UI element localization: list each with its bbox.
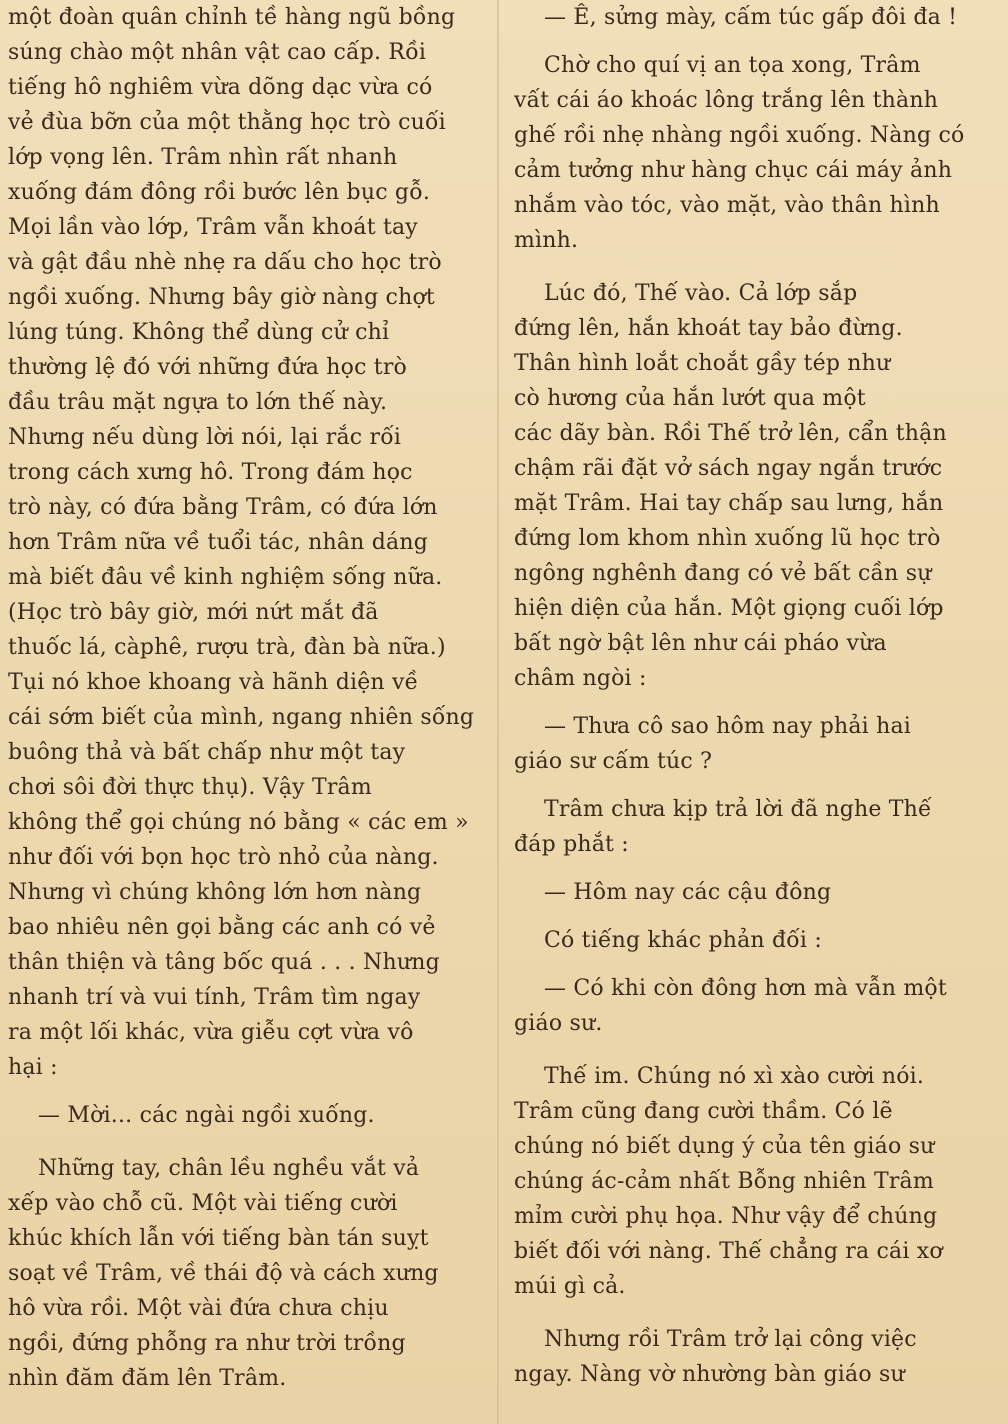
text-line: mặt Trâm. Hai tay chấp sau lưng, hắn bbox=[514, 491, 944, 516]
text-line: xếp vào chỗ cũ. Một vài tiếng cười bbox=[8, 1191, 398, 1216]
text-line: mình. bbox=[514, 228, 579, 253]
paragraph-gap bbox=[514, 862, 994, 875]
column-divider bbox=[497, 0, 499, 1424]
text-line: nhắm vào tóc, vào mặt, vào thân hình bbox=[514, 193, 940, 218]
text-line: — Ê, sửng mày, cấm túc gấp đôi đa ! bbox=[544, 5, 958, 30]
text-line: Lúc đó, Thế vào. Cả lớp sắp bbox=[544, 281, 858, 306]
left-text-column bbox=[8, 0, 486, 1396]
paragraph-gap bbox=[514, 779, 994, 792]
text-line: thân thiện và tâng bốc quá . . . Nhưng bbox=[8, 950, 440, 975]
paragraph-gap bbox=[514, 35, 994, 48]
paragraph-gap bbox=[514, 1304, 994, 1322]
text-line: soạt về Trâm, về thái độ và cách xưng bbox=[8, 1261, 439, 1286]
text-line: hại : bbox=[8, 1055, 58, 1080]
text-line: châm ngòi : bbox=[514, 666, 647, 691]
text-line: — Mời... các ngài ngồi xuống. bbox=[38, 1103, 375, 1128]
text-line: thường lệ đó với những đứa học trò bbox=[8, 355, 407, 380]
text-line: cò hương của hắn lướt qua một bbox=[514, 386, 866, 411]
text-line: bất ngờ bật lên như cái pháo vừa bbox=[514, 631, 887, 656]
text-line: Nhưng vì chúng không lớn hơn nàng bbox=[8, 880, 422, 905]
paragraph-gap bbox=[514, 258, 994, 276]
text-line: một đoàn quân chỉnh tề hàng ngũ bồng bbox=[8, 5, 456, 30]
text-line: hơn Trâm nữa về tuổi tác, nhân dáng bbox=[8, 530, 428, 555]
text-line: chúng ác-cảm nhất Bỗng nhiên Trâm bbox=[514, 1169, 934, 1194]
text-line: hô vừa rồi. Một vài đứa chưa chịu bbox=[8, 1296, 389, 1321]
text-line: các dãy bàn. Rồi Thế trở lên, cẩn thận bbox=[514, 421, 947, 446]
text-line: Trâm cũng đang cười thầm. Có lẽ bbox=[514, 1099, 893, 1124]
text-line: nhìn đăm đăm lên Trâm. bbox=[8, 1366, 287, 1391]
right-text-column bbox=[514, 0, 994, 1392]
text-line: ngồi, đứng phỗng ra như trời trồng bbox=[8, 1331, 406, 1356]
text-line: — Hôm nay các cậu đông bbox=[544, 880, 832, 905]
text-line: — Có khi còn đông hơn mà vẫn một bbox=[544, 976, 947, 1001]
text-line: Thân hình loắt choắt gầy tép như bbox=[514, 351, 891, 376]
text-line: biết đối với nàng. Thế chẳng ra cái xơ bbox=[514, 1239, 943, 1264]
text-line: Mọi lần vào lớp, Trâm vẫn khoát tay bbox=[8, 215, 418, 240]
text-line: ra một lối khác, vừa giễu cợt vừa vô bbox=[8, 1020, 414, 1045]
text-line: trong cách xưng hô. Trong đám học bbox=[8, 460, 413, 485]
text-line: mà biết đâu về kinh nghiệm sống nữa. bbox=[8, 565, 443, 590]
text-line: nhanh trí và vui tính, Trâm tìm ngay bbox=[8, 985, 421, 1010]
text-line: — Thưa cô sao hôm nay phải hai bbox=[544, 714, 912, 739]
text-line: lúng túng. Không thể dùng cử chỉ bbox=[8, 320, 390, 345]
text-line: ngồi xuống. Nhưng bây giờ nàng chợt bbox=[8, 285, 435, 310]
text-line: đáp phắt : bbox=[514, 832, 629, 857]
text-line: Có tiếng khác phản đối : bbox=[544, 928, 822, 953]
text-line: cảm tưởng như hàng chục cái máy ảnh bbox=[514, 158, 953, 183]
paragraph-gap bbox=[514, 958, 994, 971]
text-line: súng chào một nhân vật cao cấp. Rồi bbox=[8, 40, 427, 65]
text-line: vẻ đùa bỡn của một thằng học trò cuối bbox=[8, 110, 446, 135]
text-line: chúng nó biết dụng ý của tên giáo sư bbox=[514, 1134, 935, 1159]
paragraph-gap bbox=[514, 696, 994, 709]
text-line: đứng lên, hắn khoát tay bảo đừng. bbox=[514, 316, 903, 341]
text-line: thuốc lá, càphê, rượu trà, đàn bà nữa.) bbox=[8, 635, 446, 660]
text-line: ngông nghênh đang có vẻ bất cần sự bbox=[514, 561, 932, 586]
text-line: ngay. Nàng vờ nhường bàn giáo sư bbox=[514, 1362, 905, 1387]
text-line: và gật đầu nhè nhẹ ra dấu cho học trò bbox=[8, 250, 442, 275]
text-line: không thể gọi chúng nó bằng « các em » bbox=[8, 810, 469, 835]
text-line: Thế im. Chúng nó xì xào cười nói. bbox=[544, 1064, 925, 1089]
text-line: Trâm chưa kịp trả lời đã nghe Thế bbox=[544, 797, 932, 822]
text-line: buông thả và bất chấp như một tay bbox=[8, 740, 406, 765]
paragraph-gap bbox=[8, 1133, 486, 1151]
text-line: Tụi nó khoe khoang và hãnh diện về bbox=[8, 670, 419, 695]
paragraph-gap bbox=[514, 1041, 994, 1059]
text-line: cái sớm biết của mình, ngang nhiên sống bbox=[8, 705, 475, 730]
text-line: ghế rồi nhẹ nhàng ngồi xuống. Nàng có bbox=[514, 123, 965, 148]
text-line: bao nhiêu nên gọi bằng các anh có vẻ bbox=[8, 915, 436, 940]
text-line: đứng lom khom nhìn xuống lũ học trò bbox=[514, 526, 941, 551]
text-line: mỉm cười phụ họa. Như vậy để chúng bbox=[514, 1204, 938, 1229]
text-line: vất cái áo khoác lông trắng lên thành bbox=[514, 88, 939, 113]
text-line: khúc khích lẫn với tiếng bàn tán suỵt bbox=[8, 1226, 429, 1251]
text-line: Những tay, chân lều nghều vắt vả bbox=[38, 1156, 420, 1181]
paragraph-gap bbox=[514, 910, 994, 923]
text-line: như đối với bọn học trò nhỏ của nàng. bbox=[8, 845, 439, 870]
text-line: múi gì cả. bbox=[514, 1274, 626, 1299]
text-line: hiện diện của hắn. Một giọng cuối lớp bbox=[514, 596, 944, 621]
text-line: Chờ cho quí vị an tọa xong, Trâm bbox=[544, 53, 921, 78]
text-line: tiếng hô nghiêm vừa dõng dạc vừa có bbox=[8, 75, 433, 100]
text-line: đầu trâu mặt ngựa to lớn thế này. bbox=[8, 390, 388, 415]
text-line: giáo sư cấm túc ? bbox=[514, 749, 713, 774]
text-line: giáo sư. bbox=[514, 1011, 603, 1036]
text-line: chơi sôi đời thực thụ). Vậy Trâm bbox=[8, 775, 372, 800]
paragraph-gap bbox=[8, 1085, 486, 1098]
text-line: xuống đám đông rồi bước lên bục gỗ. bbox=[8, 180, 431, 205]
text-line: chậm rãi đặt vở sách ngay ngắn trước bbox=[514, 456, 943, 481]
text-line: Nhưng rồi Trâm trở lại công việc bbox=[544, 1327, 917, 1352]
text-line: Nhưng nếu dùng lời nói, lại rắc rối bbox=[8, 425, 402, 450]
text-line: (Học trò bây giờ, mới nứt mắt đã bbox=[8, 600, 379, 625]
text-line: trò này, có đứa bằng Trâm, có đứa lớn bbox=[8, 495, 438, 520]
text-line: lớp vọng lên. Trâm nhìn rất nhanh bbox=[8, 145, 398, 170]
